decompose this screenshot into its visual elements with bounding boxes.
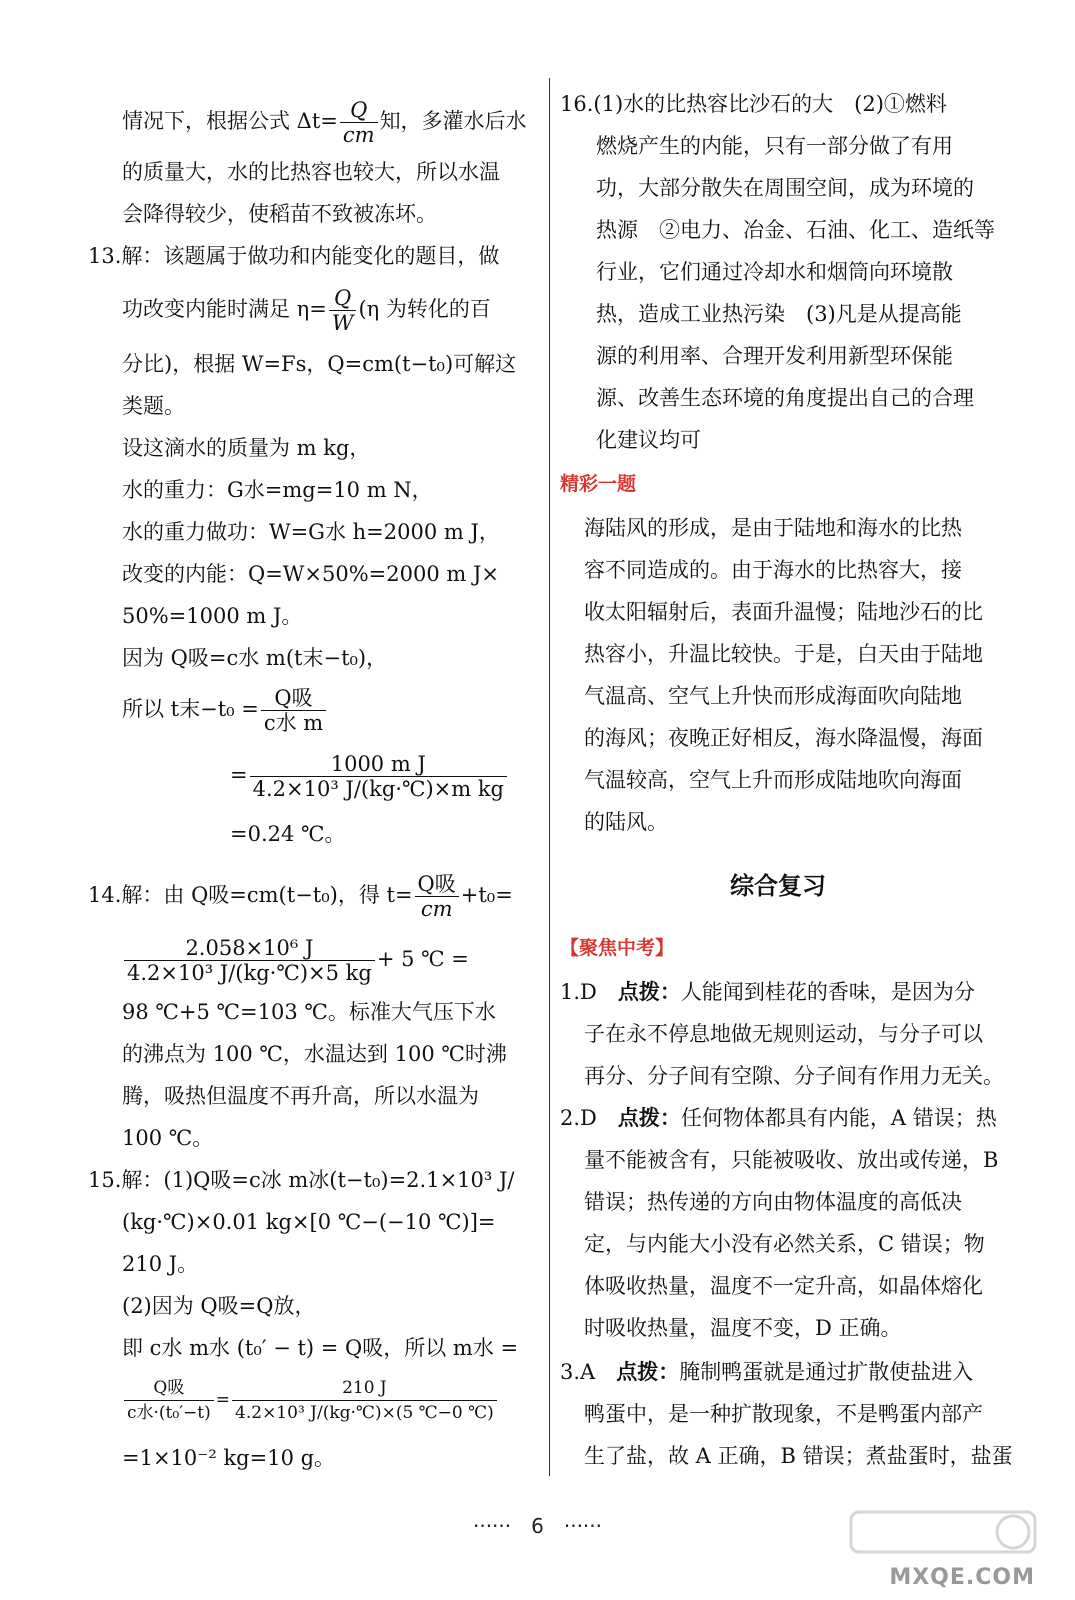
watermark-text: MXQE.COM xyxy=(889,1565,1035,1590)
text-line: 再分、分子间有空隙、分子间有作用力无关。 xyxy=(584,1064,1004,1088)
text-line: 海陆风的形成，是由于陆地和海水的比热 xyxy=(584,516,962,540)
text-line: 源的利用率、合理开发利用新型环保能 xyxy=(596,344,953,368)
text-line: 50%=1000 m J。 xyxy=(122,604,303,628)
fraction-num: Q吸 xyxy=(415,872,459,897)
text-line: 的质量大，水的比热容也较大，所以水温 xyxy=(122,160,500,184)
fraction xyxy=(261,686,326,735)
text-line: 生了盐，故 A 正确，B 错误；煮盐蛋时，盐蛋 xyxy=(584,1444,1013,1468)
section-label: 精彩一题 xyxy=(560,473,637,495)
text-line: 即 c水 m水 (t₀′ − t) = Q吸，所以 m水 = xyxy=(122,1336,519,1360)
text-line xyxy=(560,1358,973,1386)
text-line: 13.解：该题属于做功和内能变化的题目，做 xyxy=(88,244,500,268)
text-line: 热，造成工业热污染 (3)凡是从提高能 xyxy=(596,302,962,326)
fraction xyxy=(124,1376,214,1425)
fraction-num: 210 J xyxy=(232,1376,497,1401)
fraction-den: 4.2×10³ J/(kg·℃)×5 kg xyxy=(127,961,372,985)
fraction xyxy=(340,98,378,147)
fraction-den: 4.2×10³ J/(kg·℃)×(5 ℃−0 ℃) xyxy=(235,1403,494,1423)
fraction-den: c水 m xyxy=(263,711,324,735)
text-span: 任何物体都具有内能，A 错误；热 xyxy=(680,1106,997,1130)
text-line: 源、改善生态环境的角度提出自己的合理 xyxy=(596,386,974,410)
text-span: (η 为转化的百 xyxy=(358,297,491,321)
answer-number: 3.A xyxy=(560,1360,617,1384)
text-line: 气温较高，空气上升而形成陆地吹向海面 xyxy=(584,768,962,792)
text-line: 的陆风。 xyxy=(584,810,668,834)
fraction-den: cm xyxy=(420,897,453,921)
text-line xyxy=(560,978,975,1006)
hint-label: 点拨： xyxy=(617,1105,681,1130)
hint-label: 点拨： xyxy=(616,1359,680,1384)
fraction xyxy=(250,752,507,801)
fraction-num: Q xyxy=(329,286,357,311)
fraction xyxy=(124,936,375,985)
fraction xyxy=(415,872,459,921)
text-line: 的海风；夜晚正好相反，海水降温慢，海面 xyxy=(584,726,983,750)
text-line xyxy=(122,98,527,147)
fraction-num: Q吸 xyxy=(261,686,326,711)
fraction-num: 1000 m J xyxy=(250,752,507,777)
column-divider xyxy=(549,78,550,1476)
text-line xyxy=(122,936,469,985)
text-line: 错误；热传递的方向由物体温度的高低决 xyxy=(584,1190,962,1214)
fraction-num: Q吸 xyxy=(124,1376,214,1401)
text-line: 量不能被含有，只能被吸收、放出或传递，B xyxy=(584,1148,999,1172)
text-span: + 5 ℃ = xyxy=(376,947,469,971)
text-span: 人能闻到桂花的香味，是因为分 xyxy=(680,980,975,1004)
text-line: 因为 Q吸=c水 m(t末−t₀)， xyxy=(122,646,388,670)
text-line: 收太阳辐射后，表面升温慢；陆地沙石的比 xyxy=(584,600,983,624)
text-line xyxy=(122,286,491,335)
fraction-den: c水·(t₀′−t) xyxy=(127,1403,211,1423)
text-line: 鸭蛋中，是一种扩散现象，不是鸭蛋内部产 xyxy=(584,1402,983,1426)
text-line: 热容小，升温比较快。于是，白天由于陆地 xyxy=(584,642,983,666)
text-line: 改变的内能：Q=W×50%=2000 m J× xyxy=(122,562,499,586)
answer-number: 1.D xyxy=(560,980,618,1004)
text-span: 所以 t末−t₀ = xyxy=(122,697,259,721)
hint-label: 点拨： xyxy=(617,979,681,1004)
text-line xyxy=(122,686,328,735)
text-line: 热源 ②电力、冶金、石油、化工、造纸等 xyxy=(596,218,995,242)
text-line xyxy=(88,872,513,921)
text-line: 100 ℃。 xyxy=(122,1126,214,1150)
text-line xyxy=(560,1104,997,1132)
text-line: = $\frac{\text{1000 m J}}{\text{4.2×10³ J/(kg·℃)×m kg}}$ xyxy=(230,752,509,801)
fraction-den: 4.2×10³ J/(kg·℃)×m kg xyxy=(252,777,504,801)
fraction-den: W xyxy=(331,311,354,335)
section-tag: 【聚焦中考】 xyxy=(560,937,675,959)
fraction-den: cm xyxy=(342,123,375,147)
text-line: 功，大部分散失在周围空间，成为环境的 xyxy=(596,176,974,200)
text-line: 15.解：(1)Q吸=c冰 m冰(t−t₀)=2.1×10³ J/ xyxy=(88,1168,515,1192)
fraction xyxy=(232,1376,497,1425)
section-title: 综合复习 xyxy=(730,871,826,900)
text-line: 16.(1)水的比热容比沙石的大 (2)①燃料 xyxy=(560,92,947,116)
text-line: 定，与内能大小没有必然关系，C 错误；物 xyxy=(584,1232,985,1256)
text-span: +t₀= xyxy=(460,883,513,907)
text-line: 时吸收热量，温度不变，D 正确。 xyxy=(584,1316,902,1340)
text-line: 的沸点为 100 ℃，水温达到 100 ℃时沸 xyxy=(122,1042,507,1066)
text-line: 气温高、空气上升快而形成海面吹向陆地 xyxy=(584,684,962,708)
text-line: 体吸收热量，温度不一定升高，如晶体熔化 xyxy=(584,1274,983,1298)
text-line: 类题。 xyxy=(122,394,185,418)
answer-number: 2.D xyxy=(560,1106,618,1130)
text-span: 功改变内能时满足 η= xyxy=(122,297,327,321)
text-span: 情况下，根据公式 Δt= xyxy=(122,109,338,133)
text-span: 知，多灌水后水 xyxy=(379,109,527,133)
text-line: $\frac{\text{Q吸}}{\text{c水·(t₀′−t)}}$ = $\frac{210 J}{\text{4.2×10³ J/(kg·℃)×(5 ℃−0 ℃)}}$ xyxy=(122,1376,499,1425)
text-line: 水的重力做功：W=G水 h=2000 m J， xyxy=(122,520,500,544)
text-line: 化建议均可 xyxy=(596,428,701,452)
page-number: ······ 6 ······ xyxy=(472,1514,602,1538)
text-line: =1×10⁻² kg=10 g。 xyxy=(122,1446,336,1470)
text-line: 设这滴水的质量为 m kg， xyxy=(122,436,371,460)
text-line: (2)因为 Q吸=Q放， xyxy=(122,1294,316,1318)
text-line: 子在永不停息地做无规则运动，与分子可以 xyxy=(584,1022,983,1046)
text-line: 分比)，根据 W=Fs，Q=cm(t−t₀)可解这 xyxy=(122,352,517,376)
fraction-num: 2.058×10⁶ J xyxy=(124,936,375,961)
fraction xyxy=(329,286,357,335)
text-line: 行业，它们通过冷却水和烟筒向环境散 xyxy=(596,260,953,284)
text-line: 会降得较少，使稻苗不致被冻坏。 xyxy=(122,202,437,226)
text-span: 腌制鸭蛋就是通过扩散使盐进入 xyxy=(679,1360,974,1384)
text-line: (kg·℃)×0.01 kg×[0 ℃−(−10 ℃)]= xyxy=(122,1210,496,1234)
text-line: 容不同造成的。由于海水的比热容大，接 xyxy=(584,558,962,582)
text-line: 98 ℃+5 ℃=103 ℃。标准大气压下水 xyxy=(122,1000,496,1024)
text-line: =0.24 ℃。 xyxy=(230,822,346,846)
text-line: 燃烧产生的内能，只有一部分做了有用 xyxy=(596,134,953,158)
text-line: 210 J。 xyxy=(122,1252,199,1276)
text-line: 腾，吸热但温度不再升高，所以水温为 xyxy=(122,1084,479,1108)
fraction-num: Q xyxy=(340,98,378,123)
text-line: 水的重力：G水=mg=10 m N， xyxy=(122,478,433,502)
text-span: 14.解：由 Q吸=cm(t−t₀)，得 t= xyxy=(88,883,413,907)
